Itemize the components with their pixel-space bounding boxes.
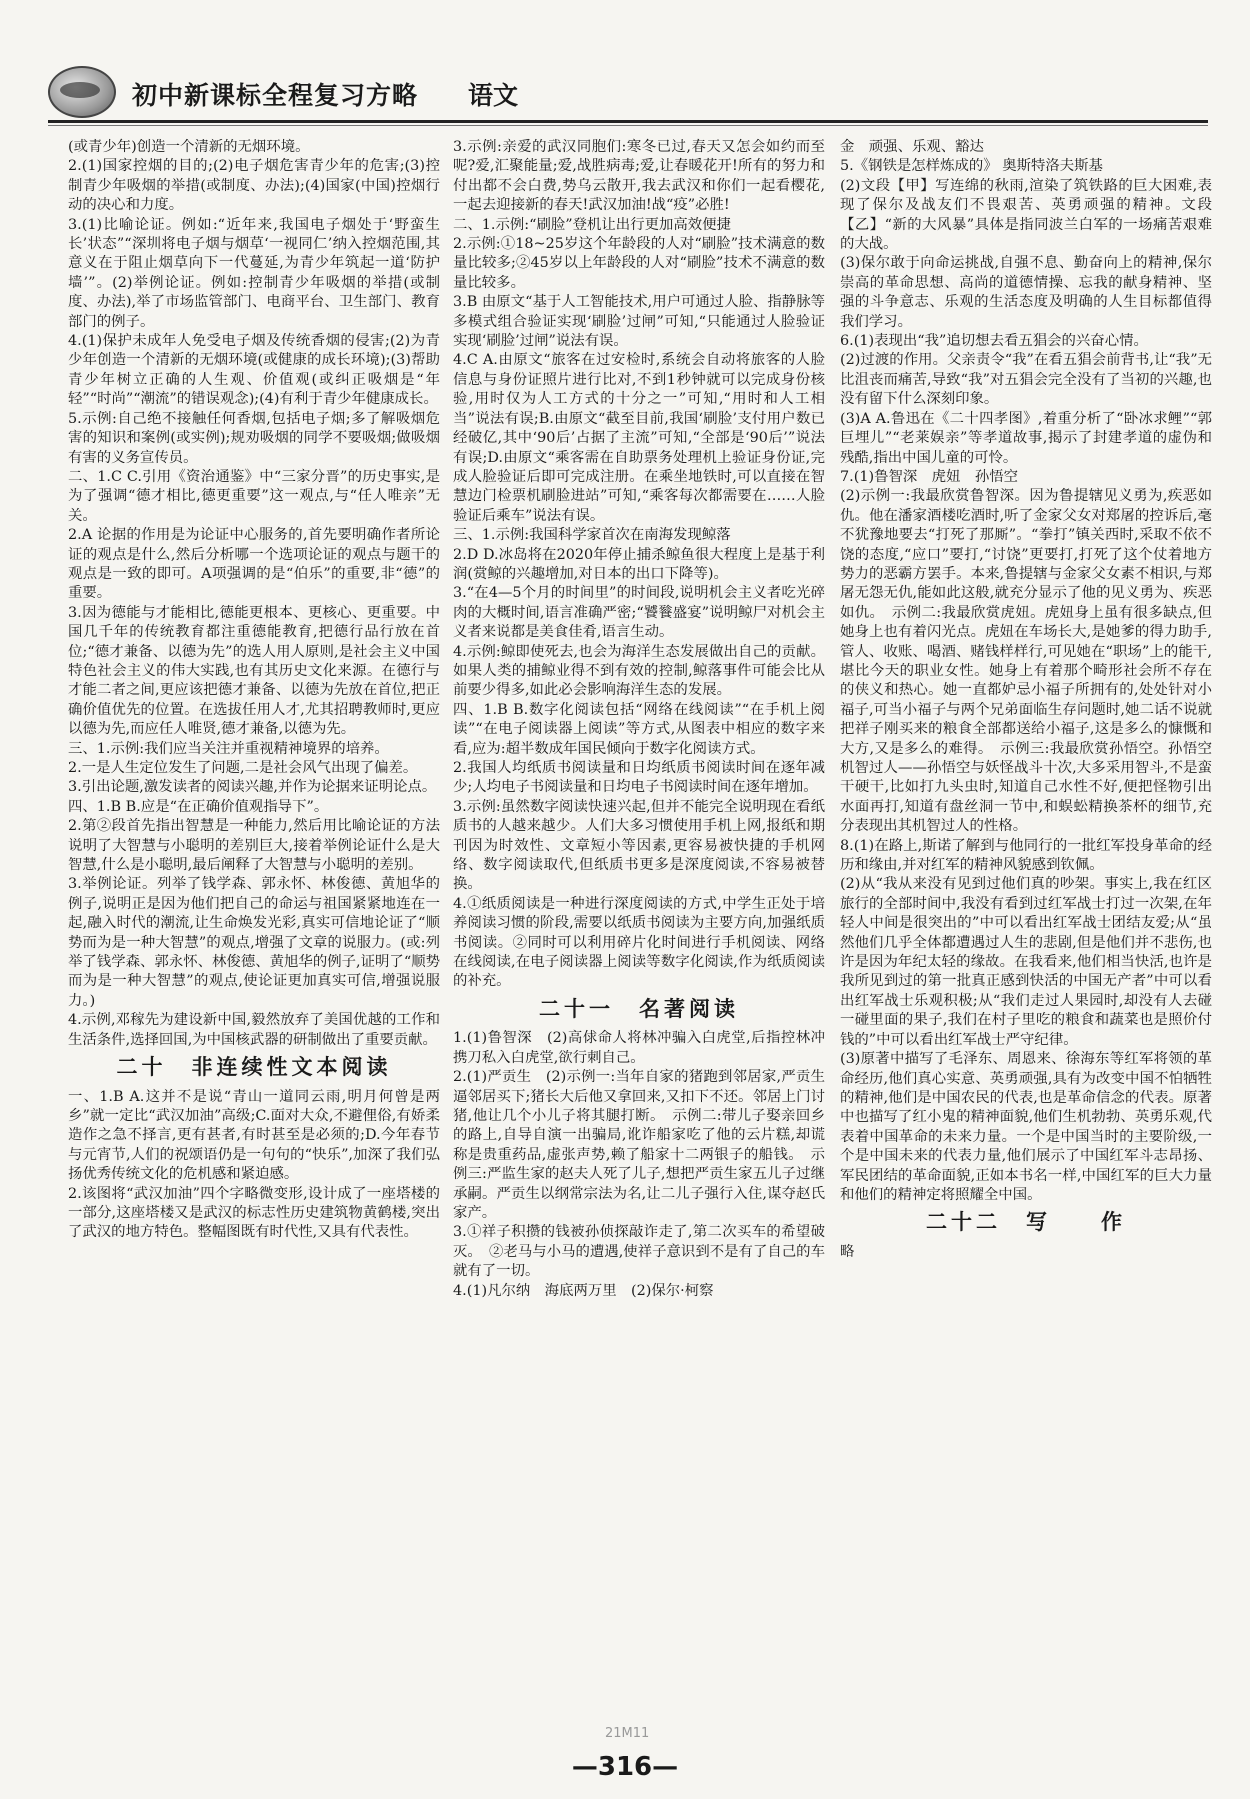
header-rule-thin <box>48 125 1208 126</box>
answer-item: (2)文段【甲】写连绵的秋雨,渲染了筑铁路的巨大困难,表现了保尔及战友们不畏艰苦、英勇顽强的精神。文段【乙】“新的大风暴”具体是指同波兰白军的一场痛苦艰难的大战。 <box>840 177 1212 253</box>
answer-item: 6.(1)表现出“我”追切想去看五猖会的兴奋心情。 <box>840 333 1148 350</box>
book-series-title: 初中新课标全程复习方略 <box>132 81 419 110</box>
answer-item: 3.因为德能与才能相比,德能更根本、更核心、更重要。中国几千年的传统教育都注重德能教育,把德行品行放在首位;“德才兼备、以德为先”的选人用人原则,是社会主义中国特色社会主义的伟大实践,也有其历史文化来源。在德行与才能二者之间,更应该把德才兼备、以德为先放在首位,把正确价值优先的位置。在选拔任用人才,尤其招聘教师时,更应以德为先,而应任人唯贤,德才兼备,以德为先。 <box>68 604 440 738</box>
answer-item: (3)保尔敢于向命运挑战,自强不息、勤奋向上的精神,保尔崇高的革命思想、高尚的道德情操、忘我的献身精神、坚强的斗争意志、乐观的生活态度及明确的人生目标都值得我们学习。 <box>840 255 1212 330</box>
answer-item: 一、1.B A.这并不是说“青山一道同云雨,明月何曾是两乡”就一定比“武汉加油”高级;C.面对大众,不避俚俗,有娇柔造作之急不择言,更有甚者,有时甚至是必须的;D.今年春节与元宵节,人们的祝颂语仍是一句句的“快乐”,加深了我们弘扬优秀传统文化的危机感和紧迫感。 <box>68 1088 440 1183</box>
answer-item: 4.C A.由原文“旅客在过安检时,系统会自动将旅客的人脸信息与身份证照片进行比对,不到1秒钟就可以完成身份核验,用时仅为人工方式的十分之一”可知,“用时和人工相当”说法有误;B.由原文“截至目前,我国‘刷脸’支付用户数已经破亿,其中‘90后’占据了主流”可知,“全部是‘90后’”说法有误;D.由原文“乘客需在自助票务处理机上验证身份证,完成人脸验证后即可完成注册。在乘坐地铁时,可以直接在智慧边门检票机刷脸进站”可知,“乘客每次都需要在……人脸验证后乘车”说法有误。 <box>453 352 825 524</box>
answer-item: 2.(1)严贡生 (2)示例一:当年自家的猪跑到邻居家,严贡生逼邻居买下;猪长大后他又拿回来,又扣下不还。邻居上门讨猪,他让几个小儿子将其腿打断。 示例二:带儿子娶亲回乡的路上,自导自演一出骗局,讹诈船家吃了他的云片糕,却谎称是贵重药品,虚张声势,赖了船家十二两银子的船钱。 示例三:严监生家的赵夫人死了儿子,想把严贡生家五儿子过继承嗣。严贡生以纲常宗法为名,让二儿子强行入住,谋夺赵氏家产。 <box>453 1069 825 1221</box>
answer-item: 二、1.示例:“刷脸”登机让出行更加高效便捷 <box>453 216 731 233</box>
column-right <box>840 138 1212 1262</box>
column-middle <box>453 138 825 1301</box>
answer-item: 3.“在4—5个月的时间里”的时间段,说明机会主义者吃光碎肉的大概时间,语言准确严密;“饕餮盛宴”说明鲸尸对机会主义者来说都是美食佳肴,语言生动。 <box>453 585 825 641</box>
answer-item: 四、1.B B.应是“在正确价值观指导下”。 <box>68 798 329 815</box>
answer-item: (2)从“我从来没有见到过他们真的吵架。事实上,我在红区旅行的全部时间中,我没有看到过红军战士打过一次架,在年轻人中间是很突出的”中可以看出红军战士团结友爱;从“虽然他们几乎全体都遭遇过人生的悲剧,但是他们并不悲伤,也许是因为年纪太轻的缘故。在我看来,他们相当快活,也许是我所见到过的第一批真正感到快活的中国无产者”中可以看出红军战士乐观积极;从“我们走过人果园时,却没有人去碰一碰里面的果子,我们在村子里吃的粮食和蔬菜也是照价付钱的”中可以看出红军战士严守纪律。 <box>840 876 1212 1048</box>
print-code: 21M11 <box>605 1726 650 1741</box>
answer-item: 三、1.示例:我国科学家首次在南海发现鲸落 <box>453 527 731 544</box>
answer-item: 略 <box>840 1243 855 1260</box>
answer-item: (或青少年)创造一个清新的无烟环境。 <box>68 139 310 155</box>
answer-item: 1.(1)鲁智深 (2)高俅命人将林冲骗入白虎堂,后指控林冲携刀私入白虎堂,欲行刺自己。 <box>453 1030 825 1066</box>
answer-item: (2)示例一:我最欣赏鲁智深。因为鲁提辖见义勇为,疾恶如仇。他在潘家酒楼吃酒时,听了金家父女对郑屠的控诉后,毫不犹豫地要去“打死了那厮”。“拳打”镇关西时,采取不依不饶的态度,“应口”要打,“讨饶”更要打,打死了这个仗着地方势力的恶霸方罢手。本来,鲁提辖与金家父女素不相识,与郑屠无怨无仇,能如此这般,就充分显示了他的见义勇为、疾恶如仇。 示例二:我最欣赏虎妞。虎妞身上虽有很多缺点,但她身上也有着闪光点。虎妞在车场长大,是她爹的得力助手,管人、收账、喝酒、赌钱样样行,可见她在“职场”上的能干,堪比今天的职业女性。她身上有着那个畸形社会所不存在的侠义和热心。她一直都妒忌小福子所拥有的,处处针对小福子,可当小福子与两个兄弟面临生存问题时,她二话不说就把祥子刚买来的粮食全部都送给小福子,这是多么的慷慨和大方,又是多么的难得。 示例三:我最欣赏孙悟空。孙悟空机智过人——孙悟空与妖怪战斗十次,大多采用智斗,不是蛮干硬干,比如打九头虫时,知道自己水性不好,便把怪物引出水面再打,知道有盘丝洞一节中,和蜈蚣精换茶杯的细节,充分表现出其机智过人的性格。 <box>840 488 1212 835</box>
answer-item: 4.①纸质阅读是一种进行深度阅读的方式,中学生正处于培养阅读习惯的阶段,需要以纸质书阅读为主要方向,加强纸质书阅读。②同时可以利用碎片化时间进行手机阅读、网络在线阅读,在电子阅读器上阅读等数字化阅读,作为纸质阅读的补充。 <box>453 895 825 990</box>
answer-item: 2.一是人生定位发生了问题,二是社会风气出现了偏差。 <box>68 760 418 776</box>
answer-item: 5.示例:自己绝不接触任何香烟,包括电子烟;多了解吸烟危害的知识和案例(或实例);规劝吸烟的同学不要吸烟;做吸烟有害的义务宣传员。 <box>68 410 440 466</box>
section-heading-21: 二十一 名著阅读 <box>539 996 739 1021</box>
answer-item: 3.①祥子积攒的钱被孙侦探敲诈走了,第二次买车的希望破灭。 ②老马与小马的遭遇,使祥子意识到不是有了自己的车就有了一切。 <box>453 1224 825 1280</box>
section-heading-22: 二十二 写 作 <box>926 1210 1126 1235</box>
answer-item: (2)过渡的作用。父亲责令“我”在看五猖会前背书,让“我”无比沮丧而痛苦,导致“我”对五猖会完全没有了当初的兴趣,也没有留下什么深刻印象。 <box>840 352 1212 408</box>
answer-item: 4.(1)凡尔纳 海底两万里 (2)保尔·柯察 <box>453 1282 714 1299</box>
subject-title: 语文 <box>468 81 519 110</box>
answer-item: 4.示例,邓稼先为建设新中国,毅然放弃了美国优越的工作和生活条件,选择回国,为中国核武器的研制做出了重要贡献。 <box>68 1012 440 1048</box>
answer-item: 三、1.示例:我们应当关注并重视精神境界的培养。 <box>68 740 389 757</box>
answer-item: 金 顽强、乐观、豁达 <box>840 139 984 155</box>
answer-item: 2.该图将“武汉加油”四个字略微变形,设计成了一座塔楼的一部分,这座塔楼又是武汉的标志性历史建筑物黄鹤楼,突出了武汉的地方特色。整幅图既有时代性,又具有代表性。 <box>68 1185 440 1241</box>
answer-item: 2.第②段首先指出智慧是一种能力,然后用比喻论证的方法说明了大智慧与小聪明的差别巨大,接着举例论证什么是大智慧,什么是小聪明,最后阐释了大智慧与小聪明的差别。 <box>68 818 440 874</box>
answer-item: 5.《钢铁是怎样炼成的》 奥斯特洛夫斯基 <box>840 158 1103 175</box>
answer-item: 四、1.B B.数字化阅读包括“网络在线阅读”“在手机上阅读”“在电子阅读器上阅读”等方式,从图表中相应的数字来看,应为:超半数成年国民倾向于数字化阅读方式。 <box>453 701 825 757</box>
answer-item: 4.(1)保护未成年人免受电子烟及传统香烟的侵害;(2)为青少年创造一个清新的无烟环境(或健康的成长环境);(3)帮助青少年树立正确的人生观、价值观(或纠正吸烟是“年轻”“时尚”“潮流”的错误观念);(4)有利于青少年健康成长。 <box>68 333 440 408</box>
column-left <box>68 138 440 1243</box>
answer-item: 2.我国人均纸质书阅读量和日均纸质书阅读时间在逐年减少;人均电子书阅读量和日均电子书阅读时间在逐年增加。 <box>453 760 825 796</box>
answer-item: 3.引出论题,激发读者的阅读兴趣,并作为论据来证明论点。 <box>68 779 437 796</box>
answer-item: (3)原著中描写了毛泽东、周恩来、徐海东等红军将领的革命经历,他们真心实意、英勇顽强,具有为改变中国不怕牺牲的精神,他们是中国农民的代表,也是革命信念的代表。原著中也描写了红小鬼的精神面貌,他们生机勃勃、英勇乐观,代表着中国革命的未来力量。一个是中国当时的主要阶级,一个是中国未来的代表力量,他们展示了中国红军斗志昂扬、军民团结的革命面貌,正如本书名一样,中国红军的巨大力量和他们的精神定将照耀全中国。 <box>840 1051 1212 1203</box>
answer-item: 8.(1)在路上,斯诺了解到与他同行的一批红军投身革命的经历和缘由,并对红军的精神风貌感到钦佩。 <box>840 837 1212 874</box>
answer-item: 3.(1)比喻论证。例如:“近年来,我国电子烟处于‘野蛮生长’状态”“深圳将电子烟与烟草‘一视同仁’纳入控烟范围,其意义在于阻止烟草向下一代蔓延,为青少年筑起一道‘防护墙’”。(2)举例论证。例如:控制青少年吸烟的举措(或制度、办法),举了市场监管部门、电商平台、卫生部门、教育部门的例子。 <box>68 216 440 330</box>
publisher-logo-icon <box>48 66 116 118</box>
answer-item: 2.示例:①18~25岁这个年龄段的人对“刷脸”技术满意的数量比较多;②45岁以上年龄段的人对“刷脸”技术不满意的数量比较多。 <box>453 236 825 291</box>
answer-item: 4.示例:鲸即使死去,也会为海洋生态发展做出自己的贡献。如果人类的捕鲸业得不到有效的控制,鲸落事件可能会比从前要少得多,如此必会影响海洋生态的发展。 <box>453 643 825 699</box>
answer-item: (3)A A.鲁迅在《二十四孝图》,着重分析了“卧冰求鲤”“郭巨埋儿”“老莱娱亲”等孝道故事,揭示了封建孝道的虚伪和残酷,指出中国儿童的可怜。 <box>840 410 1212 466</box>
answer-item: 2.(1)国家控烟的目的;(2)电子烟危害青少年的危害;(3)控制青少年吸烟的举措(或制度、办法);(4)国家(中国)控烟行动的决心和力度。 <box>68 158 440 214</box>
header-rule <box>48 120 1208 123</box>
answer-item: 3.B 由原文“基于人工智能技术,用户可通过人脸、指静脉等多模式组合验证实现‘刷脸’过闸”可知,“只能通过人脸验证实现‘刷脸’过闸”说法有误。 <box>453 294 825 350</box>
answer-item: 2.A 论据的作用是为论证中心服务的,首先要明确作者所论证的观点是什么,然后分析哪一个选项论证的观点与题干的观点是一致的即可。A项强调的是“伯乐”的重要,非“德”的重要。 <box>68 527 440 602</box>
answer-item: 3.举例论证。列举了钱学森、郭永怀、林俊德、黄旭华的例子,说明正是因为他们把自己的命运与祖国紧紧地连在一起,融入时代的潮流,让生命焕发光彩,真实可信地论证了“顺势而为是一种大智慧”的观点,增强了文章的说服力。(或:列举了钱学森、郭永怀、林俊德、黄旭华的例子,证明了“顺势而为是一种大智慧”的观点,使论证更加真实可信,增强说服力。) <box>68 876 440 1009</box>
page-header <box>48 60 1208 130</box>
answer-item: 二、1.C C.引用《资治通鉴》中“三家分晋”的历史事实,是为了强调“德才相比,德更重要”这一观点,与“任人唯亲”无关。 <box>68 468 441 524</box>
section-heading-20: 二十 非连续性文本阅读 <box>116 1055 392 1080</box>
answer-item: 3.示例:亲爱的武汉同胞们:寒冬已过,春天又怎会如约而至呢?爱,汇聚能量;爱,战胜病毒;爱,让春暖花开!所有的努力和付出都不会白费,势乌云散开,我去武汉和你们一起看樱花,一起去迎接新的春天!武汉加油!战“疫”必胜! <box>453 139 825 214</box>
answer-item: 7.(1)鲁智深 虎妞 孙悟空 <box>840 468 1019 485</box>
page-number: —316— <box>571 1752 679 1782</box>
answer-item: 2.D D.冰岛将在2020年停止捕杀鲸鱼很大程度上是基于利润(赏鲸的兴趣增加,对日本的出口下降等)。 <box>453 546 825 582</box>
answer-item: 3.示例:虽然数字阅读快速兴起,但并不能完全说明现在看纸质书的人越来越少。人们大多习惯使用手机上网,报纸和期刊因为时效性、文章短小等因素,更容易被快捷的手机网络、数字阅读取代,但纸质书更多是深度阅读,不容易被替换。 <box>453 798 825 893</box>
